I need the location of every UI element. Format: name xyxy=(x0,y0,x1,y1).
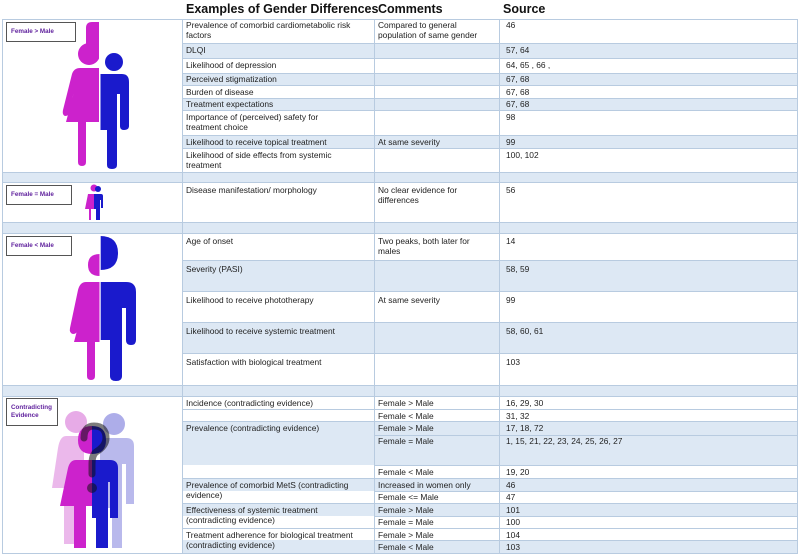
row-source: 67, 68 xyxy=(506,99,530,109)
row-source: 101 xyxy=(506,505,520,515)
row-item: Burden of disease xyxy=(186,87,254,97)
female-less-male-icon xyxy=(60,236,140,382)
row-item: Effectiveness of systemic treatment (contradicting evidence) xyxy=(186,505,318,526)
row-item: Likelihood of depression xyxy=(186,60,277,70)
row-item: DLQI xyxy=(186,45,206,55)
row-item: Age of onset xyxy=(186,236,234,246)
row-comment: No clear evidence for differences xyxy=(378,185,458,206)
row-item: Disease manifestation/ morphology xyxy=(186,185,317,195)
row-source: 56 xyxy=(506,185,516,195)
row-source: 47 xyxy=(506,492,516,502)
row-source: 31, 32 xyxy=(506,411,530,421)
group-label: Female < Male xyxy=(6,236,72,256)
group-label: Contradicting Evidence xyxy=(6,398,58,426)
row-comment: Female <= Male xyxy=(378,492,439,502)
row-comment: Female > Male xyxy=(378,505,434,515)
row-item: Incidence (contradicting evidence) xyxy=(186,398,314,408)
group-label: Female = Male xyxy=(6,185,72,205)
row-source: 103 xyxy=(506,357,520,367)
row-item: Prevalence (contradicting evidence) xyxy=(186,423,320,433)
header-comments: Comments xyxy=(378,2,443,16)
row-source: 67, 68 xyxy=(506,74,530,84)
row-comment: At same severity xyxy=(378,295,440,305)
row-comment: Female = Male xyxy=(378,436,434,446)
row-source: 57, 64 xyxy=(506,45,530,55)
row-item: Treatment adherence for biological treatment (contradicting evidence) xyxy=(186,530,353,551)
row-item: Likelihood to receive systemic treatment xyxy=(186,326,335,336)
row-source: 64, 65 , 66 , xyxy=(506,60,551,70)
row-source: 46 xyxy=(506,20,516,30)
row-source: 16, 29, 30 xyxy=(506,398,544,408)
row-item: Likelihood of side effects from systemic treatment xyxy=(186,150,332,171)
group-label: Female > Male xyxy=(6,22,76,42)
row-source: 100, 102 xyxy=(506,150,539,160)
row-source: 58, 59 xyxy=(506,264,530,274)
row-source: 17, 18, 72 xyxy=(506,423,544,433)
row-comment: Female < Male xyxy=(378,467,434,477)
row-source: 103 xyxy=(506,542,520,552)
row-source: 99 xyxy=(506,295,516,305)
contradicting-evidence-icon xyxy=(44,408,140,552)
header-examples: Examples of Gender Differences xyxy=(186,2,379,16)
row-comment: Female > Male xyxy=(378,398,434,408)
row-comment: Compared to general population of same gender xyxy=(378,20,478,41)
row-item: Perceived stigmatization xyxy=(186,74,277,84)
row-comment: At same severity xyxy=(378,137,440,147)
row-source: 98 xyxy=(506,112,516,122)
row-comment: Female > Male xyxy=(378,423,434,433)
row-item: Importance of (perceived) safety for treatment choice xyxy=(186,112,319,133)
row-comment: Two peaks, both later for males xyxy=(378,236,470,257)
row-source: 99 xyxy=(506,137,516,147)
row-source: 67, 68 xyxy=(506,87,530,97)
row-source: 46 xyxy=(506,480,516,490)
row-item: Treatment expectations xyxy=(186,99,274,109)
row-item: Prevalence of comorbid cardiometabolic risk factors xyxy=(186,20,351,41)
row-source: 58, 60, 61 xyxy=(506,326,544,336)
row-source: 1, 15, 21, 22, 23, 24, 25, 26, 27 xyxy=(506,436,623,446)
row-comment: Increased in women only xyxy=(378,480,471,490)
row-item: Satisfaction with biological treatment xyxy=(186,357,322,367)
female-greater-male-icon xyxy=(62,22,132,170)
row-comment: Female < Male xyxy=(378,411,434,421)
row-comment: Female > Male xyxy=(378,530,434,540)
header-source: Source xyxy=(503,2,546,16)
row-item: Likelihood to receive topical treatment xyxy=(186,137,327,147)
row-item: Severity (PASI) xyxy=(186,264,243,274)
row-item: Prevalence of comorbid MetS (contradicting evidence) xyxy=(186,480,349,501)
row-comment: Female < Male xyxy=(378,542,434,552)
row-source: 19, 20 xyxy=(506,467,530,477)
row-source: 104 xyxy=(506,530,520,540)
female-equal-male-icon xyxy=(84,184,104,222)
row-source: 14 xyxy=(506,236,516,246)
row-comment: Female = Male xyxy=(378,517,434,527)
row-source: 100 xyxy=(506,517,520,527)
row-item: Likelihood to receive phototherapy xyxy=(186,295,314,305)
